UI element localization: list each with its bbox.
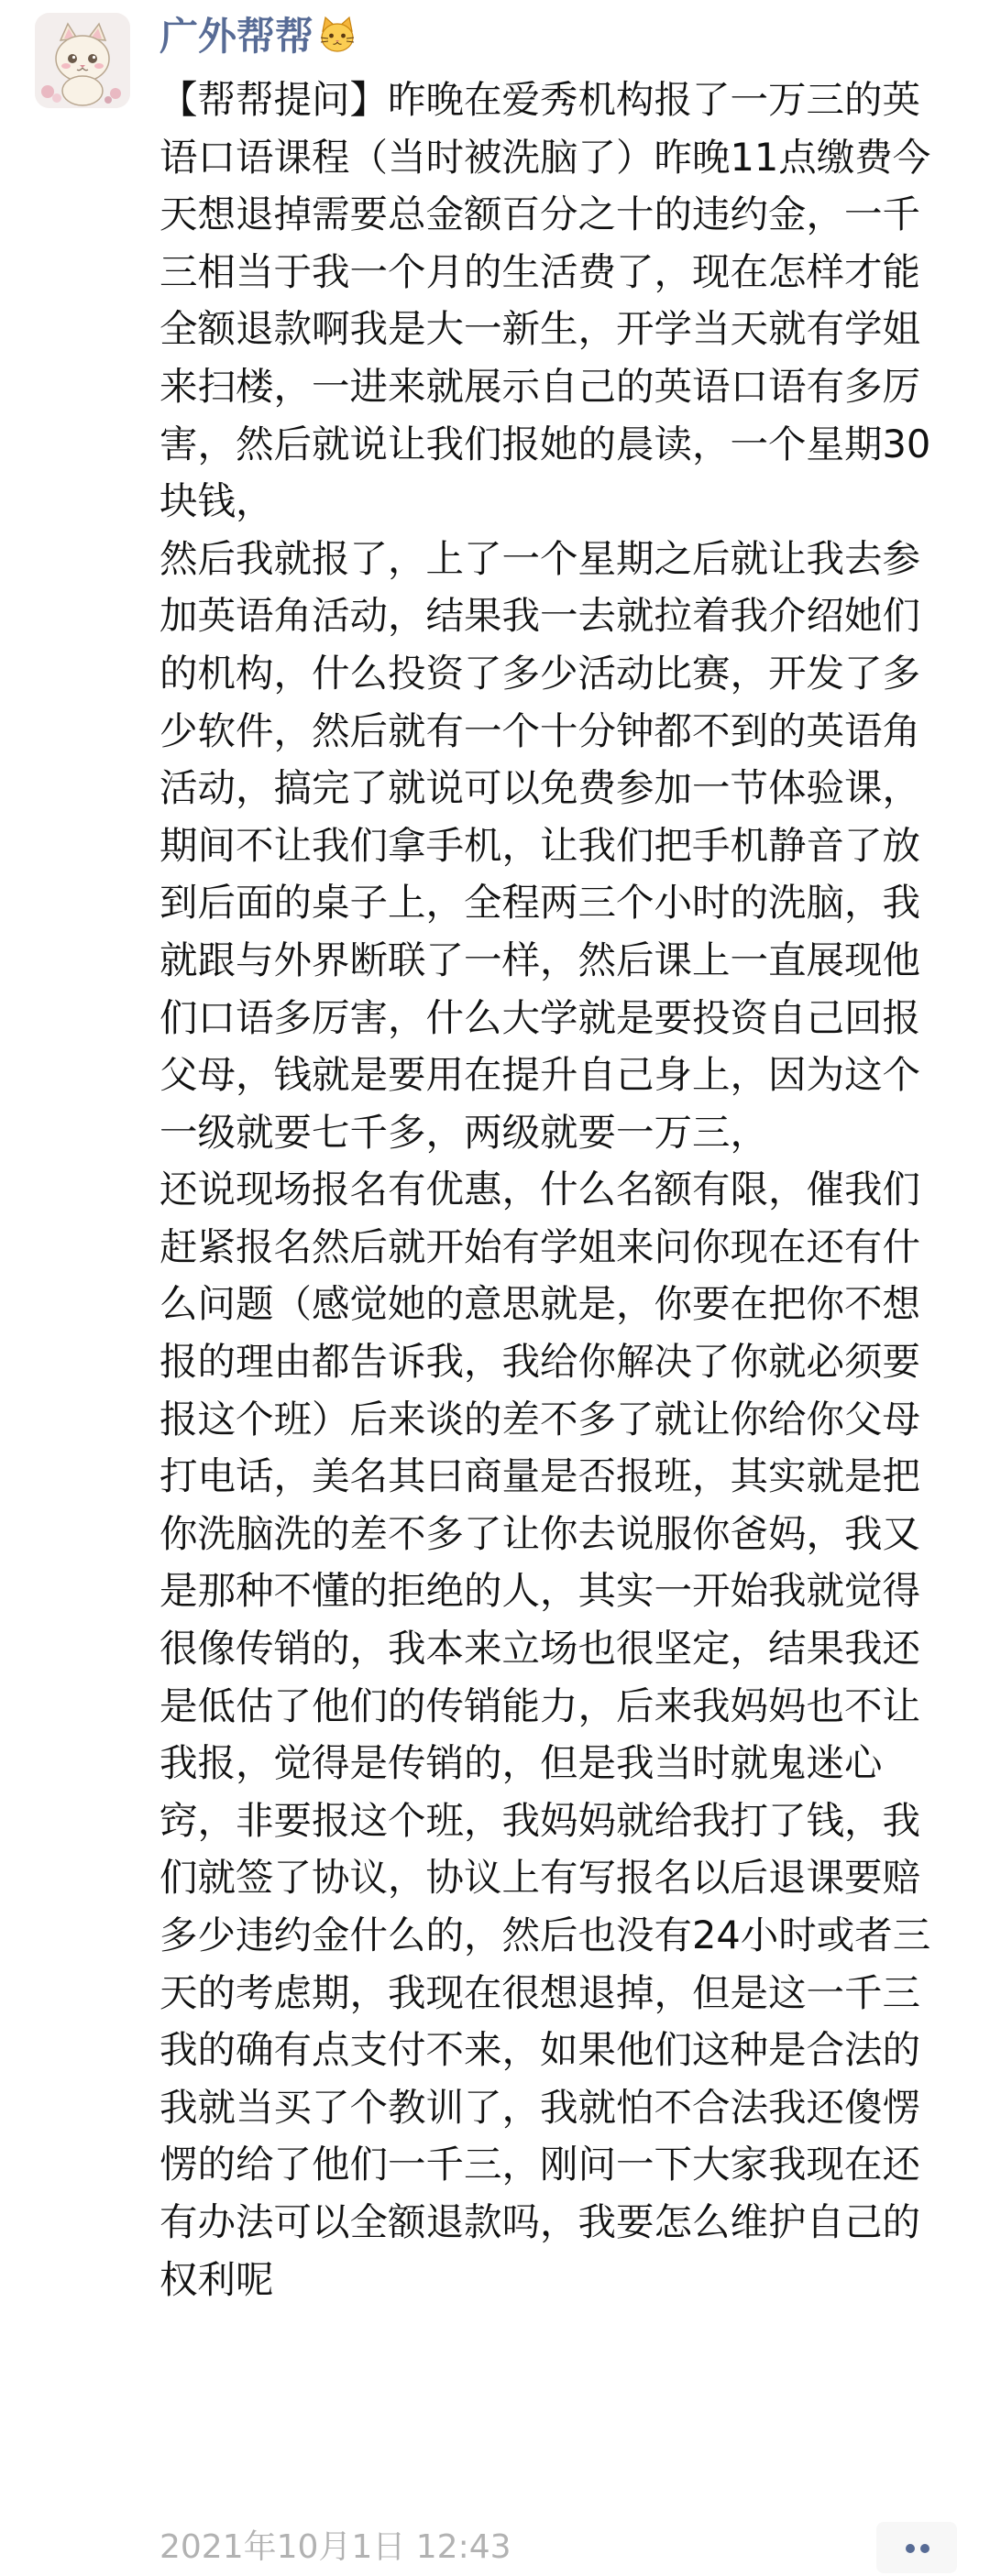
author-name-label: 广外帮帮 xyxy=(160,14,314,59)
post-content: 【帮帮提问】昨晚在爱秀机构报了一万三的英语口语课程（当时被洗脑了）昨晚11点缴费今天想退掉需要总金额百分之十的违约金，一千三相当于我一个月的生活费了，现在怎样才能全额退款啊我是大一新生，开学当天就有学姐来扫楼，一进来就展示自己的英语口语有多厉害，然后就说让我们报她的晨读，一个星期30块钱， 然后我就报了，上了一个星期之后就让我去参加英语角活动，结果我一去就拉着我介绍她们的机构，什么投资了多少活动比赛，开发了多少软件，然后就有一个十分钟都不到的英语角活动，搞完了就说可以免费参加一节体验课，期间不让我们拿手机，让我们把手机静音了放到后面的桌子上，全程两三个小时的洗脑，我就跟与外界断联了一样，然后课上一直展现他们口语多厉害，什么大学就是要投资自己回报父母，钱就是要用在提升自己身上，因为这个一级就要七千多，两级就要一万三， 还说现场报名有优惠，什么名额有限，催我们赶紧报名然后就开始有学姐来问你现在还有什么问题（感觉她的意思就是，你要在把你不想报的理由都告诉我，我给你解决了你就必须要报这个班）后来谈的差不多了就让你给你父母打电话，美名其曰商量是否报班，其实就是把你洗脑洗的差不多了让你去说服你爸妈，我又是那种不懂的拒绝的人，其实一开始我就觉得很像传销的，我本来立场也很坚定，结果我还是低估了他们的传销能力，后来我妈妈也不让我报，觉得是传销的，但是我当时就鬼迷心窍，非要报这个班，我妈妈就给我打了钱，我们就签了协议，协议上有写报名以后退课要赔多少违约金什么的，然后也没有24小时或者三天的考虑期，我现在很想退掉，但是这一千三我的确有点支付不来，如果他们这种是合法的我就当买了个教训了，我就怕不合法我还傻愣愣的给了他们一千三，刚问一下大家我现在还有办法可以全额退款吗，我要怎么维护自己的权利呢 xyxy=(160,77,931,2302)
more-dots-icon[interactable] xyxy=(876,2522,957,2573)
author-name[interactable] xyxy=(160,7,358,66)
more-dot xyxy=(906,2544,915,2553)
more-dot xyxy=(920,2544,930,2553)
cat-avatar-icon[interactable] xyxy=(35,13,130,108)
avatar-cat-drawing xyxy=(35,13,130,108)
post-timestamp: 2021年10月1日 12:43 xyxy=(160,2528,512,2566)
cat-face-emoji-icon xyxy=(317,13,358,71)
